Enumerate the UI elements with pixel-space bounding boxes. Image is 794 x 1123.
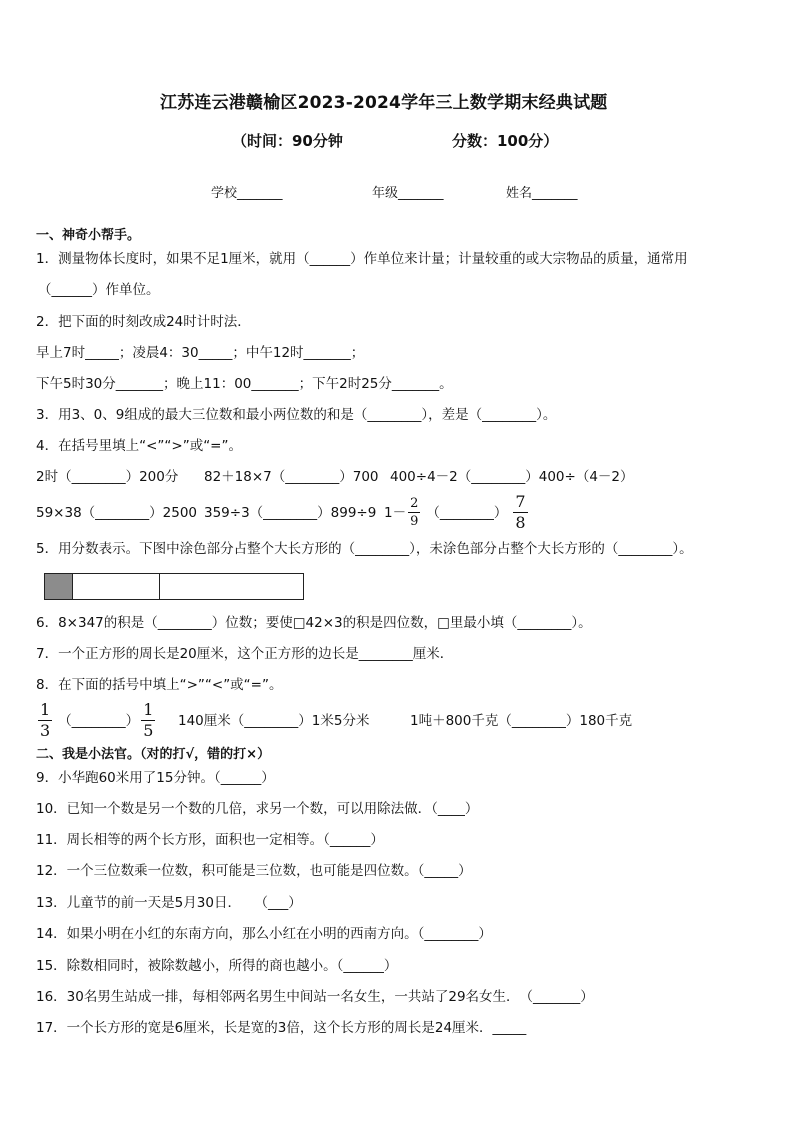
- comparison-blank: （________）: [426, 504, 508, 521]
- section-heading-2: 二、我是小法官。（对的打√，错的打×）: [36, 747, 271, 762]
- question-2-line-a: 早上7时_____；凌晨4：30_____；中午12时_______；: [36, 345, 365, 361]
- question-4-item-a1: 2时（________）200分: [36, 469, 179, 485]
- comparison-blank: （________）: [58, 712, 140, 729]
- question-10: 10．已知一个数是另一个数的几倍，求另一个数，可以用除法做．（____）: [36, 801, 479, 817]
- question-17: 17．一个长方形的宽是6厘米，长是宽的3倍，这个长方形的周长是24厘米．_____: [36, 1020, 527, 1036]
- question-14: 14．如果小明在小红的东南方向，那么小红在小明的西南方向。（________）: [36, 926, 492, 942]
- fraction-rectangle-figure: [44, 573, 304, 600]
- question-1-line-2: （______）作单位。: [38, 282, 160, 298]
- fraction-denominator: 8: [515, 513, 526, 532]
- question-12: 12．一个三位数乘一位数，积可能是三位数，也可能是四位数。（_____）: [36, 863, 472, 879]
- question-4-item-b3: [384, 494, 530, 531]
- grade-field: 年级_______: [372, 186, 444, 201]
- fraction-numerator: 2: [410, 496, 419, 511]
- question-8-item-a: [36, 702, 157, 739]
- fraction-denominator: 3: [40, 721, 51, 740]
- fraction-numerator: 7: [515, 492, 526, 511]
- question-4-item-a2: 82＋18×7（________）700: [204, 469, 379, 485]
- fraction-one-fifth: [141, 702, 155, 739]
- question-3: 3．用3、0、9组成的最大三位数和最小两位数的和是（________），差是（________）。: [36, 407, 557, 423]
- question-4-item-b1: 59×38（________）2500: [36, 505, 198, 521]
- fraction-seven-eighths: [513, 494, 527, 531]
- unshaded-part-1: [73, 574, 160, 599]
- question-13: 13．儿童节的前一天是5月30日． （___）: [36, 895, 302, 911]
- section-heading-1: 一、神奇小帮手。: [36, 228, 141, 243]
- question-8: 8．在下面的括号中填上“>”“<”或“=”。: [36, 677, 283, 693]
- name-field: 姓名_______: [506, 186, 578, 201]
- fraction-expression-prefix: 1－: [384, 504, 407, 521]
- question-4-item-a3: 400÷4－2（________）400÷（4－2）: [390, 469, 634, 485]
- question-6: 6．8×347的积是（________）位数；要使□42×3的积是四位数，□里最小填（________）。: [36, 615, 592, 631]
- fraction-numerator: 1: [40, 700, 51, 719]
- school-field: 学校_______: [211, 186, 283, 201]
- question-2: 2．把下面的时刻改成24时计时法．: [36, 314, 251, 330]
- page-title: 江苏连云港赣榆区2023-2024学年三上数学期末经典试题: [160, 93, 608, 113]
- exam-time: （时间：90分钟: [232, 132, 343, 150]
- question-8-item-c: 1吨＋800千克（________）180千克: [410, 713, 633, 729]
- question-5: 5．用分数表示。下图中涂色部分占整个大长方形的（________），未涂色部分占整个大长方形的（________）。: [36, 541, 693, 557]
- shaded-part: [45, 574, 73, 599]
- question-2-line-b: 下午5时30分_______；晚上11：00_______；下午2时25分_______。: [36, 376, 453, 392]
- question-4-item-b2: 359÷3（________）899÷9: [204, 505, 377, 521]
- question-4: 4．在括号里填上“<”“>”或“=”。: [36, 438, 242, 454]
- fraction-two-ninths: [408, 497, 420, 528]
- unshaded-part-2: [160, 574, 303, 599]
- question-1-line-1: 1．测量物体长度时，如果不足1厘米，就用（______）作单位来计量；计量较重的或大宗物品的质量，通常用: [36, 251, 688, 267]
- fraction-denominator: 5: [143, 721, 154, 740]
- question-7: 7．一个正方形的周长是20厘米，这个正方形的边长是________厘米．: [36, 646, 454, 662]
- fraction-denominator: 9: [410, 514, 419, 529]
- question-16: 16．30名男生站成一排，每相邻两名男生中间站一名女生，一共站了29名女生． （_______）: [36, 989, 594, 1005]
- exam-score: 分数：100分）: [452, 132, 559, 150]
- question-11: 11．周长相等的两个长方形，面积也一定相等。（______）: [36, 832, 384, 848]
- fraction-numerator: 1: [143, 700, 154, 719]
- question-9: 9．小华跑60米用了15分钟。（______）: [36, 770, 275, 786]
- question-8-item-b: 140厘米（________）1米5分米: [178, 713, 370, 729]
- fraction-one-third: [38, 702, 52, 739]
- question-15: 15．除数相同时，被除数越小，所得的商也越小。（______）: [36, 958, 398, 974]
